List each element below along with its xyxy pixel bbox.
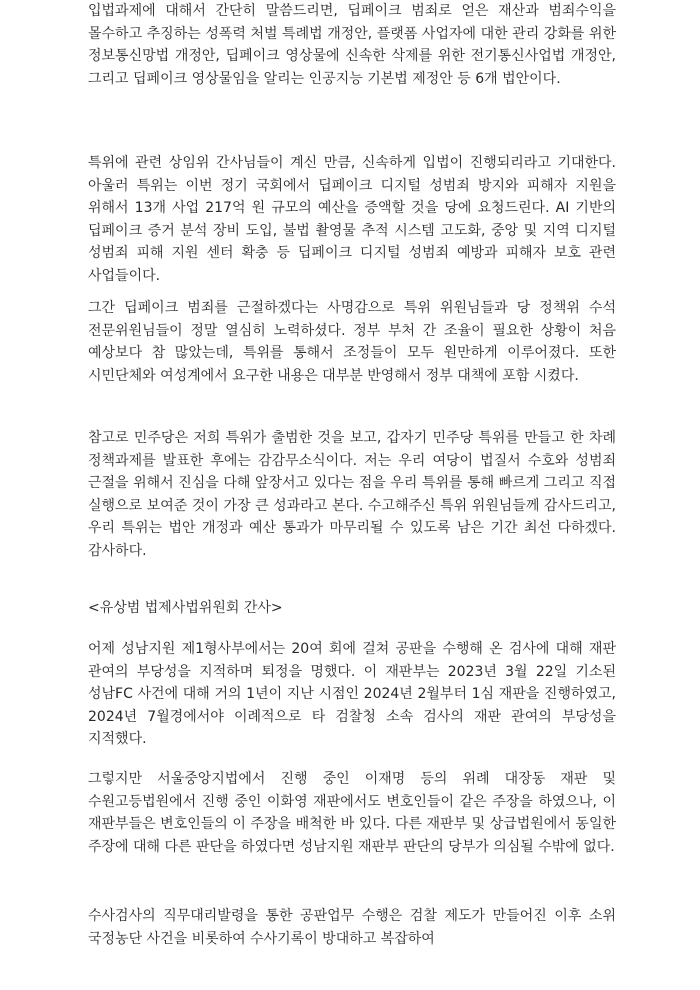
paragraph-budget-request: 특위에 관련 상임위 간사님들이 계신 만큼, 신속하게 입법이 진행되리라고 기대한다. 아울러 특위는 이번 정기 국회에서 딥페이크 디지털 성범죄 방지와 피해자 지원을 위해서 13개 사업 217억 원 규모의 예산을 증액할 것을 당에 요청드린다. AI 기반의 딥페이크 증거 분석 장비 도입, 불법 촬영물 추적 시스템 고도화, 중앙 및 지역 디지털 성범죄 피해 지원 센터 확충 등 딥페이크 디지털 성범죄 예방과 피해자 보호 관련 사업들이다.	[88, 155, 616, 284]
paragraph-legislative-tasks: 입법과제에 대해서 간단히 말씀드리면, 딥페이크 범죄로 얻은 재산과 범죄수익을 몰수하고 추징하는 성폭력 처벌 특례법 개정안, 플랫폼 사업자에 대한 관리 강화를 위한 정보통신망법 개정안, 딥페이크 영상물에 신속한 삭제를 위한 전기통신사업법 개정안, 그리고 딥페이크 영상물임을 알리는 인공지능 기본법 제정안 등 6개 법안이다.	[88, 3, 616, 87]
section-heading: <유상범 법제사법위원회 간사>	[88, 600, 283, 616]
paragraph-other-courts: 그렇지만 서울중앙지법에서 진행 중인 이재명 등의 위례 대장동 재판 및 수원고등법원에서 진행 중인 이화영 재판에서도 변호인들이 같은 주장을 하였으나, 이 재판부들은 변호인들의 이 주장을 배척한 바 있다. 다른 재판부 및 상급법원에서 동일한 주장에 대해 다른 판단을 하였다면 성남지원 재판부 판단의 당부가 의심될 수밖에 없다.	[88, 771, 616, 855]
paragraph-committee-efforts: 그간 딥페이크 범죄를 근절하겠다는 사명감으로 특위 위원님들과 당 정책위 수석 전문위원님들이 정말 열심히 노력하셨다. 정부 부처 간 조율이 필요한 상황이 처음 예상보다 참 많았는데, 특위를 통해서 조정들이 모두 원만하게 이루어졌다. 또한 시민단체와 여성계에서 요구한 내용은 대부분 반영해서 정부 대책에 포함 시켰다.	[88, 300, 616, 384]
paragraph-prosecutor-duty: 수사검사의 직무대리발령을 통한 공판업무 수행은 검찰 제도가 만들어진 이후 소위 국정농단 사건을 비롯하여 수사기록이 방대하고 복잡하여	[88, 908, 616, 947]
paragraph-democratic-party: 참고로 민주당은 저희 특위가 출범한 것을 보고, 갑자기 민주당 특위를 만들고 한 차례 정책과제를 발표한 후에는 감감무소식이다. 저는 우리 여당이 법질서 수호와 성범죄 근절을 위해서 진심을 다해 앞장서고 있다는 점을 우리 특위를 통해 빠르게 그리고 직접 실행으로 보여준 것이 가장 큰 성과라고 본다. 수고해주신 특위 위원님들께 감사드리고, 우리 특위는 법안 개정과 예산 통과가 마무리될 수 있도록 남은 기간 최선 다하겠다. 감사하다.	[88, 430, 616, 559]
paragraph-seongnam-court: 어제 성남지원 제1형사부에서는 20여 회에 걸쳐 공판을 수행해 온 검사에 대해 재판 관여의 부당성을 지적하며 퇴정을 명했다. 이 재판부는 2023년 3월 22일 기소된 성남FC 사건에 대해 거의 1년이 지난 시점인 2024년 2월부터 1심 재판을 진행하였고, 2024년 7월경에서야 이례적으로 타 검찰청 소속 검사의 재판 관여의 부당성을 지적했다.	[88, 641, 616, 748]
